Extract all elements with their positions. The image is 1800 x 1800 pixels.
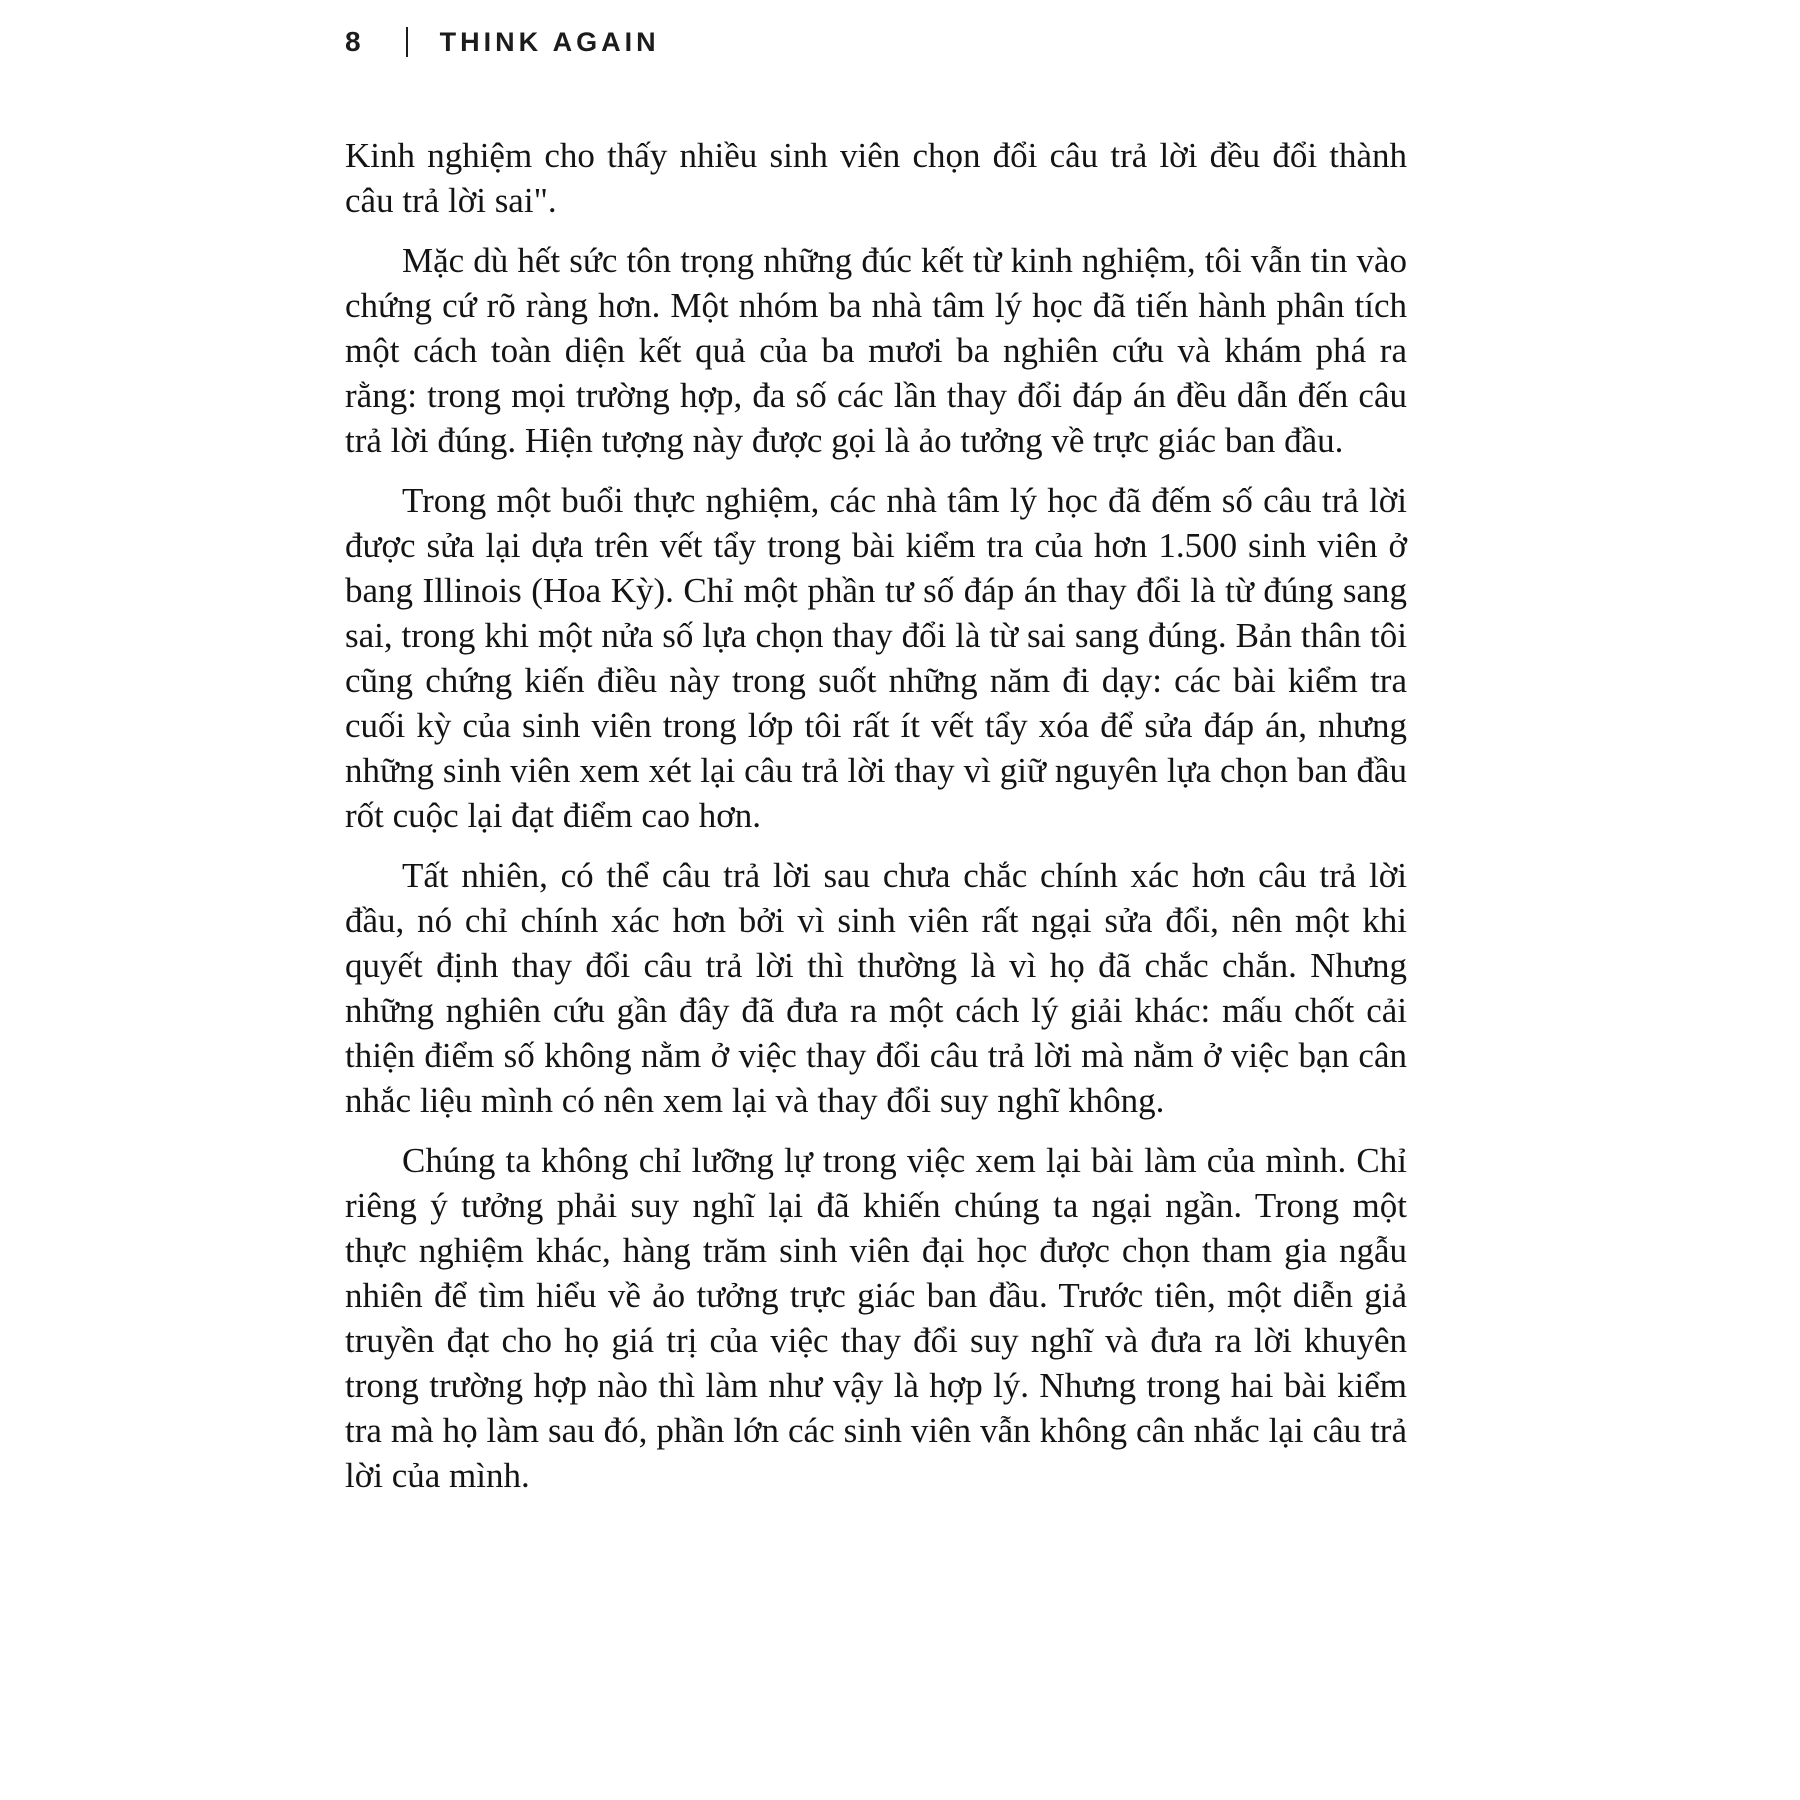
- page-header: [345, 26, 660, 58]
- page-number: 8: [345, 26, 362, 57]
- body-text: [345, 133, 1407, 1513]
- paragraph: Mặc dù hết sức tôn trọng những đúc kết từ kinh nghiệm, tôi vẫn tin vào chứng cứ rõ ràng hơn. Một nhóm ba nhà tâm lý học đã tiến hành phân tích một cách toàn diện kết quả của ba mươi ba nghiên cứu và khám phá ra rằng: trong mọi trường hợp, đa số các lần thay đổi đáp án đều dẫn đến câu trả lời đúng. Hiện tượng này được gọi là ảo tưởng về trực giác ban đầu.: [345, 241, 1407, 460]
- paragraph: Kinh nghiệm cho thấy nhiều sinh viên chọn đổi câu trả lời đều đổi thành câu trả lời sai".: [345, 136, 1407, 220]
- paragraph: Trong một buổi thực nghiệm, các nhà tâm lý học đã đếm số câu trả lời được sửa lại dựa trên vết tẩy trong bài kiểm tra của hơn 1.500 sinh viên ở bang Illinois (Hoa Kỳ). Chỉ một phần tư số đáp án thay đổi là từ đúng sang sai, trong khi một nửa số lựa chọn thay đổi là từ sai sang đúng. Bản thân tôi cũng chứng kiến điều này trong suốt những năm đi dạy: các bài kiểm tra cuối kỳ của sinh viên trong lớp tôi rất ít vết tẩy xóa để sửa đáp án, nhưng những sinh viên xem xét lại câu trả lời thay vì giữ nguyên lựa chọn ban đầu rốt cuộc lại đạt điểm cao hơn.: [345, 481, 1407, 835]
- header-divider: [406, 27, 408, 57]
- paragraph: Tất nhiên, có thể câu trả lời sau chưa chắc chính xác hơn câu trả lời đầu, nó chỉ chính xác hơn bởi vì sinh viên rất ngại sửa đổi, nên một khi quyết định thay đổi câu trả lời thì thường là vì họ đã chắc chắn. Nhưng những nghiên cứu gần đây đã đưa ra một cách lý giải khác: mấu chốt cải thiện điểm số không nằm ở việc thay đổi câu trả lời mà nằm ở việc bạn cân nhắc liệu mình có nên xem lại và thay đổi suy nghĩ không.: [345, 856, 1407, 1120]
- book-title: THINK AGAIN: [439, 26, 660, 57]
- paragraph: Chúng ta không chỉ lưỡng lự trong việc xem lại bài làm của mình. Chỉ riêng ý tưởng phải suy nghĩ lại đã khiến chúng ta ngại ngần. Trong một thực nghiệm khác, hàng trăm sinh viên đại học được chọn tham gia ngẫu nhiên để tìm hiểu về ảo tưởng trực giác ban đầu. Trước tiên, một diễn giả truyền đạt cho họ giá trị của việc thay đổi suy nghĩ và đưa ra lời khuyên trong trường hợp nào thì làm như vậy là hợp lý. Nhưng trong hai bài kiểm tra mà họ làm sau đó, phần lớn các sinh viên vẫn không cân nhắc lại câu trả lời của mình.: [345, 1141, 1407, 1495]
